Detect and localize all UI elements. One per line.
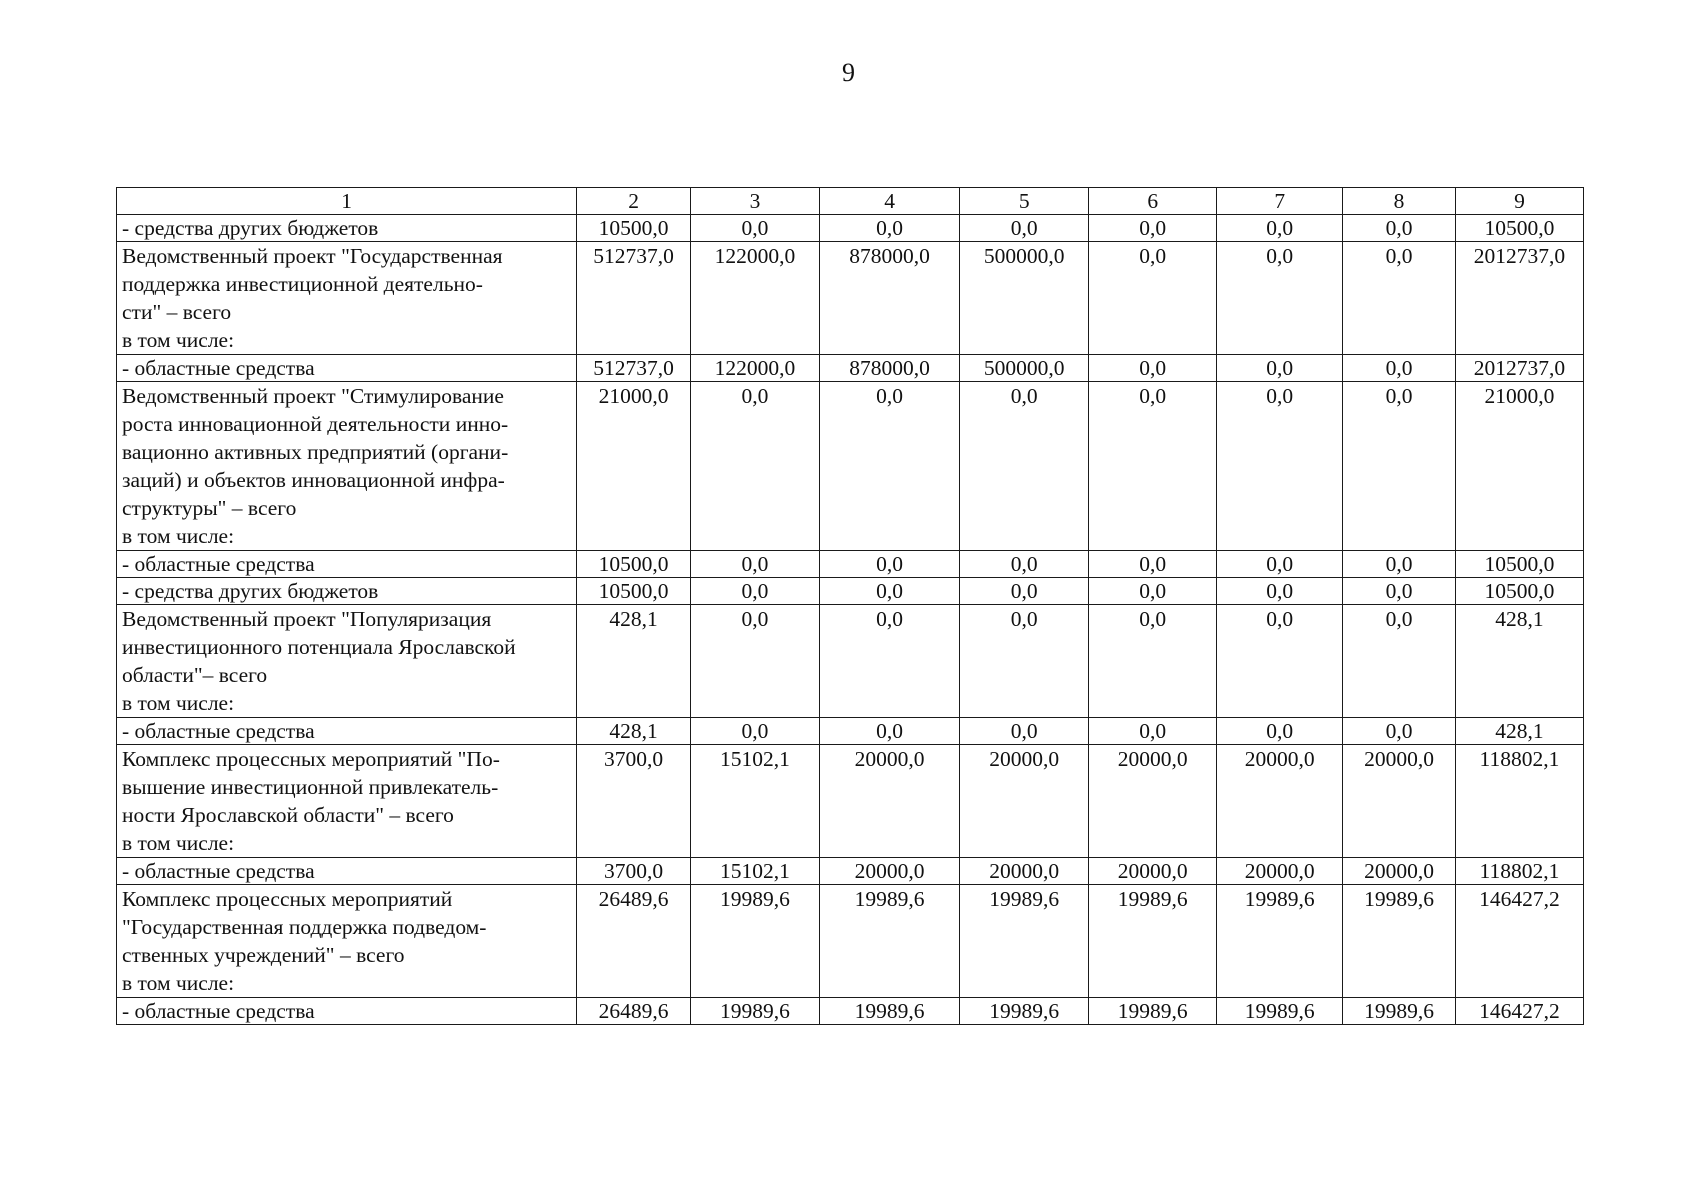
row-name-line: области"– всего — [122, 663, 268, 687]
row-name-line: в том числе: — [122, 524, 235, 548]
value-cell-col-2: 3700,0 — [577, 858, 691, 885]
row-name-line: инвестиционного потенциала Ярославской — [122, 635, 516, 659]
value-cell-col-8: 0,0 — [1343, 382, 1456, 551]
row-name-line: Ведомственный проект "Государственная — [122, 244, 503, 268]
value-cell-col-4: 0,0 — [820, 551, 960, 578]
table-row-subtotal — [117, 578, 1584, 605]
value-cell-col-4: 19989,6 — [820, 998, 960, 1025]
value-cell-col-7: 0,0 — [1217, 215, 1343, 242]
row-name-line: вационно активных предприятий (органи- — [122, 440, 509, 464]
table-row-subtotal — [117, 998, 1584, 1025]
row-name-cell — [117, 718, 577, 745]
value-cell-col-6: 0,0 — [1089, 718, 1217, 745]
table-row-project — [117, 605, 1584, 718]
value-cell-col-3: 19989,6 — [690, 998, 819, 1025]
table-row-project — [117, 242, 1584, 355]
value-cell-col-2: 10500,0 — [577, 551, 691, 578]
value-cell-col-9: 428,1 — [1455, 605, 1583, 718]
value-cell-col-4: 20000,0 — [820, 745, 960, 858]
value-cell-col-7: 0,0 — [1217, 355, 1343, 382]
row-name-cell — [117, 242, 577, 355]
value-cell-col-9: 428,1 — [1455, 718, 1583, 745]
value-cell-col-3: 0,0 — [690, 605, 819, 718]
value-cell-col-5: 500000,0 — [960, 355, 1089, 382]
value-cell-col-7: 19989,6 — [1217, 998, 1343, 1025]
value-cell-col-3: 19989,6 — [690, 885, 819, 998]
row-name-line: ственных учреждений" – всего — [122, 943, 405, 967]
value-cell-col-3: 122000,0 — [690, 355, 819, 382]
row-name-line: Комплекс процессных мероприятий — [122, 887, 453, 911]
value-cell-col-4: 19989,6 — [820, 885, 960, 998]
value-cell-col-9: 146427,2 — [1455, 885, 1583, 998]
value-cell-col-7: 0,0 — [1217, 578, 1343, 605]
table-row-subtotal — [117, 355, 1584, 382]
value-cell-col-5: 0,0 — [960, 718, 1089, 745]
value-cell-col-2: 512737,0 — [577, 355, 691, 382]
value-cell-col-4: 878000,0 — [820, 355, 960, 382]
value-cell-col-9: 21000,0 — [1455, 382, 1583, 551]
value-cell-col-7: 0,0 — [1217, 605, 1343, 718]
value-cell-col-3: 122000,0 — [690, 242, 819, 355]
header-cell: 2 — [577, 188, 691, 215]
value-cell-col-7: 19989,6 — [1217, 885, 1343, 998]
value-cell-col-5: 0,0 — [960, 215, 1089, 242]
row-name-line: Ведомственный проект "Стимулирование — [122, 384, 504, 408]
value-cell-col-7: 0,0 — [1217, 382, 1343, 551]
row-name-cell — [117, 215, 577, 242]
row-name-cell — [117, 858, 577, 885]
table-row-subtotal — [117, 551, 1584, 578]
header-cell: 7 — [1217, 188, 1343, 215]
header-cell: 1 — [117, 188, 577, 215]
row-name-cell — [117, 382, 577, 551]
value-cell-col-2: 21000,0 — [577, 382, 691, 551]
row-name-cell — [117, 578, 577, 605]
value-cell-col-8: 0,0 — [1343, 718, 1456, 745]
value-cell-col-3: 0,0 — [690, 382, 819, 551]
value-cell-col-2: 428,1 — [577, 718, 691, 745]
value-cell-col-5: 19989,6 — [960, 885, 1089, 998]
value-cell-col-6: 19989,6 — [1089, 885, 1217, 998]
table-row-project — [117, 745, 1584, 858]
value-cell-col-8: 20000,0 — [1343, 858, 1456, 885]
value-cell-col-4: 0,0 — [820, 718, 960, 745]
value-cell-col-4: 878000,0 — [820, 242, 960, 355]
value-cell-col-8: 0,0 — [1343, 551, 1456, 578]
row-name-line: роста инновационной деятельности инно- — [122, 412, 509, 436]
value-cell-col-7: 0,0 — [1217, 242, 1343, 355]
value-cell-col-9: 10500,0 — [1455, 215, 1583, 242]
table-row-project — [117, 382, 1584, 551]
row-name-line: - средства других бюджетов — [122, 216, 379, 240]
value-cell-col-2: 3700,0 — [577, 745, 691, 858]
value-cell-col-5: 0,0 — [960, 551, 1089, 578]
value-cell-col-8: 20000,0 — [1343, 745, 1456, 858]
value-cell-col-9: 118802,1 — [1455, 745, 1583, 858]
value-cell-col-4: 0,0 — [820, 578, 960, 605]
value-cell-col-8: 0,0 — [1343, 578, 1456, 605]
header-cell: 6 — [1089, 188, 1217, 215]
value-cell-col-8: 19989,6 — [1343, 998, 1456, 1025]
value-cell-col-7: 20000,0 — [1217, 858, 1343, 885]
value-cell-col-9: 2012737,0 — [1455, 242, 1583, 355]
value-cell-col-2: 26489,6 — [577, 885, 691, 998]
value-cell-col-8: 0,0 — [1343, 355, 1456, 382]
value-cell-col-3: 0,0 — [690, 718, 819, 745]
value-cell-col-8: 19989,6 — [1343, 885, 1456, 998]
row-name-line: - областные средства — [122, 859, 315, 883]
value-cell-col-7: 0,0 — [1217, 718, 1343, 745]
row-name-line: в том числе: — [122, 831, 235, 855]
header-cell: 4 — [820, 188, 960, 215]
value-cell-col-2: 10500,0 — [577, 578, 691, 605]
table-row-project — [117, 885, 1584, 998]
value-cell-col-4: 20000,0 — [820, 858, 960, 885]
page-number: 9 — [842, 58, 855, 87]
row-name-cell — [117, 551, 577, 578]
value-cell-col-9: 10500,0 — [1455, 578, 1583, 605]
row-name-line: сти" – всего — [122, 300, 232, 324]
row-name-line: Комплекс процессных мероприятий "По- — [122, 747, 500, 771]
value-cell-col-6: 0,0 — [1089, 215, 1217, 242]
value-cell-col-6: 0,0 — [1089, 605, 1217, 718]
table-body — [117, 215, 1584, 1025]
value-cell-col-8: 0,0 — [1343, 215, 1456, 242]
value-cell-col-6: 19989,6 — [1089, 998, 1217, 1025]
budget-table — [116, 187, 1584, 1025]
row-name-cell — [117, 885, 577, 998]
value-cell-col-5: 0,0 — [960, 578, 1089, 605]
value-cell-col-4: 0,0 — [820, 605, 960, 718]
value-cell-col-6: 0,0 — [1089, 382, 1217, 551]
value-cell-col-9: 2012737,0 — [1455, 355, 1583, 382]
header-cell: 9 — [1455, 188, 1583, 215]
value-cell-col-6: 0,0 — [1089, 578, 1217, 605]
value-cell-col-9: 10500,0 — [1455, 551, 1583, 578]
value-cell-col-3: 0,0 — [690, 215, 819, 242]
value-cell-col-2: 26489,6 — [577, 998, 691, 1025]
value-cell-col-5: 19989,6 — [960, 998, 1089, 1025]
row-name-line: Ведомственный проект "Популяризация — [122, 607, 492, 631]
table-row-subtotal — [117, 718, 1584, 745]
value-cell-col-4: 0,0 — [820, 215, 960, 242]
value-cell-col-5: 20000,0 — [960, 745, 1089, 858]
value-cell-col-3: 15102,1 — [690, 858, 819, 885]
row-name-cell — [117, 355, 577, 382]
row-name-line: - областные средства — [122, 552, 315, 576]
budget-table-container — [116, 187, 1584, 1025]
value-cell-col-5: 0,0 — [960, 382, 1089, 551]
row-name-line: в том числе: — [122, 691, 235, 715]
header-cell: 5 — [960, 188, 1089, 215]
value-cell-col-6: 20000,0 — [1089, 745, 1217, 858]
value-cell-col-2: 10500,0 — [577, 215, 691, 242]
value-cell-col-6: 20000,0 — [1089, 858, 1217, 885]
row-name-line: ности Ярославской области" – всего — [122, 803, 454, 827]
value-cell-col-9: 146427,2 — [1455, 998, 1583, 1025]
row-name-line: в том числе: — [122, 328, 235, 352]
value-cell-col-5: 500000,0 — [960, 242, 1089, 355]
row-name-line: "Государственная поддержка подведом- — [122, 915, 487, 939]
value-cell-col-2: 428,1 — [577, 605, 691, 718]
row-name-cell — [117, 605, 577, 718]
row-name-line: - средства других бюджетов — [122, 579, 379, 603]
value-cell-col-8: 0,0 — [1343, 242, 1456, 355]
row-name-line: структуры" – всего — [122, 496, 297, 520]
row-name-cell — [117, 745, 577, 858]
value-cell-col-5: 20000,0 — [960, 858, 1089, 885]
value-cell-col-8: 0,0 — [1343, 605, 1456, 718]
value-cell-col-9: 118802,1 — [1455, 858, 1583, 885]
row-name-line: поддержка инвестиционной деятельно- — [122, 272, 483, 296]
value-cell-col-6: 0,0 — [1089, 355, 1217, 382]
value-cell-col-6: 0,0 — [1089, 551, 1217, 578]
row-name-cell — [117, 998, 577, 1025]
row-name-line: - областные средства — [122, 999, 315, 1023]
value-cell-col-6: 0,0 — [1089, 242, 1217, 355]
value-cell-col-7: 20000,0 — [1217, 745, 1343, 858]
table-row-subtotal — [117, 858, 1584, 885]
row-name-line: заций) и объектов инновационной инфра- — [122, 468, 505, 492]
header-cell: 8 — [1343, 188, 1456, 215]
table-row-subtotal — [117, 215, 1584, 242]
value-cell-col-4: 0,0 — [820, 382, 960, 551]
header-cell: 3 — [690, 188, 819, 215]
row-name-line: - областные средства — [122, 719, 315, 743]
value-cell-col-5: 0,0 — [960, 605, 1089, 718]
header-row — [117, 188, 1584, 215]
value-cell-col-3: 15102,1 — [690, 745, 819, 858]
row-name-line: - областные средства — [122, 356, 315, 380]
value-cell-col-3: 0,0 — [690, 578, 819, 605]
value-cell-col-2: 512737,0 — [577, 242, 691, 355]
value-cell-col-3: 0,0 — [690, 551, 819, 578]
row-name-line: в том числе: — [122, 971, 235, 995]
value-cell-col-7: 0,0 — [1217, 551, 1343, 578]
row-name-line: вышение инвестиционной привлекатель- — [122, 775, 499, 799]
